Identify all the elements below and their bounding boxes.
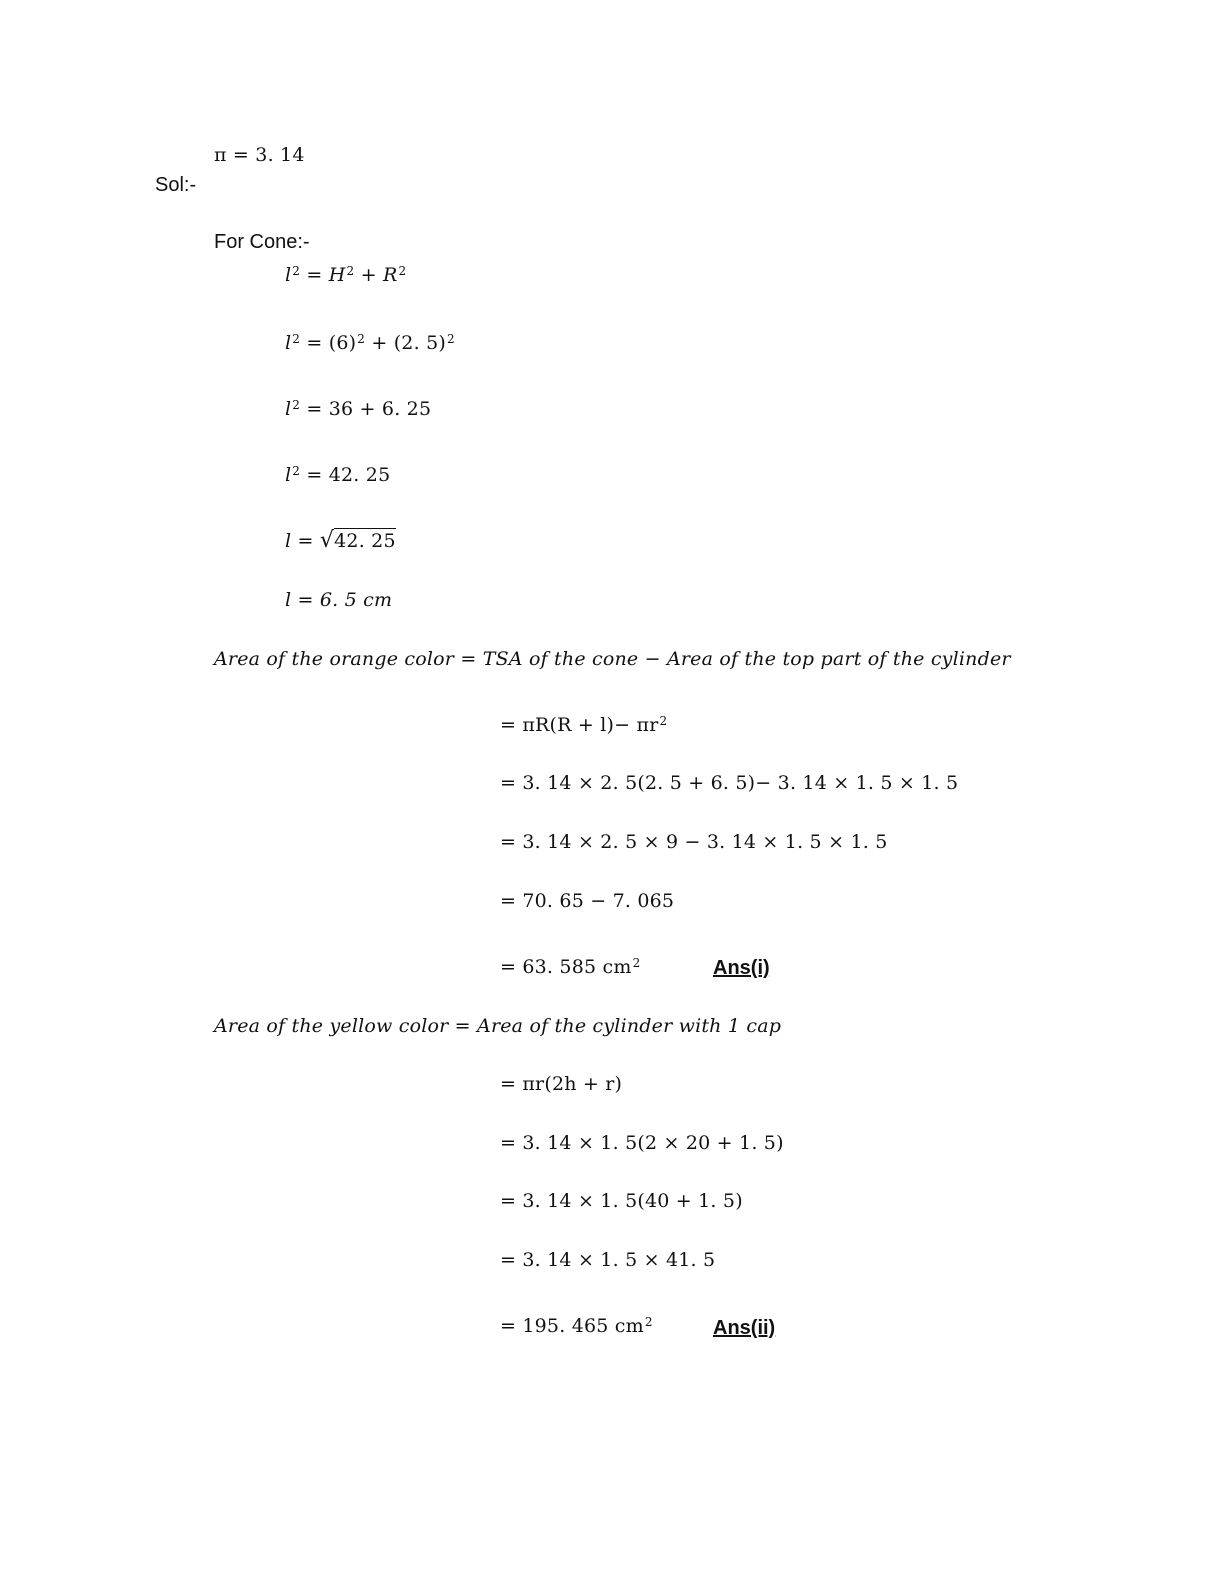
yellow-area-heading: Area of the yellow color = Area of the cylinder with 1 cap [214,1015,782,1037]
orange-step-4: = 70. 65 − 7. 065 [500,890,675,912]
slant-step-2: $l^2 = (6)^2 + (2$. 5)$^2$ [285,332,455,354]
yellow-step-5: = 195. 465 $cm^2$ [500,1315,653,1337]
yellow-step-1: = πr(2h + r) [500,1073,623,1095]
orange-area-heading: Area of the orange color = TSA of the cone − Area of the top part of the cylinder [214,648,1011,670]
cone-heading: For Cone:- [214,231,310,253]
yellow-step-3: = 3. 14 × 1. 5(40 + 1. 5) [500,1190,743,1212]
answer-ii-label: Ans(ii) [713,1317,776,1339]
slant-step-4: $l^2 = 42$. 25 [285,464,391,486]
given-pi: π = 3. 14 [214,144,305,166]
slant-step-6: l = 6. 5 cm [285,589,393,611]
yellow-step-4: = 3. 14 × 1. 5 × 41. 5 [500,1249,716,1271]
solution-label: Sol:- [155,174,197,196]
orange-step-2: = 3. 14 × 2. 5(2. 5 + 6. 5)− 3. 14 × 1. 5 × 1. 5 [500,772,959,794]
slant-step-5: l = √42. 25 [285,528,396,553]
yellow-step-2: = 3. 14 × 1. 5(2 × 20 + 1. 5) [500,1132,784,1154]
answer-i-label: Ans(i) [713,957,770,979]
slant-step-1: $l^2 = H^2 + R^2$ [285,264,407,286]
orange-step-1: = $\pi R(R + l)- \pi r^2$ [500,714,668,736]
slant-step-3: $l^2 = 36 + 6$. 25 [285,398,432,420]
orange-step-3: = 3. 14 × 2. 5 × 9 − 3. 14 × 1. 5 × 1. 5 [500,831,888,853]
orange-step-5: = 63. 585 $cm^2$ [500,956,641,978]
sqrt-icon: √ [319,528,335,553]
